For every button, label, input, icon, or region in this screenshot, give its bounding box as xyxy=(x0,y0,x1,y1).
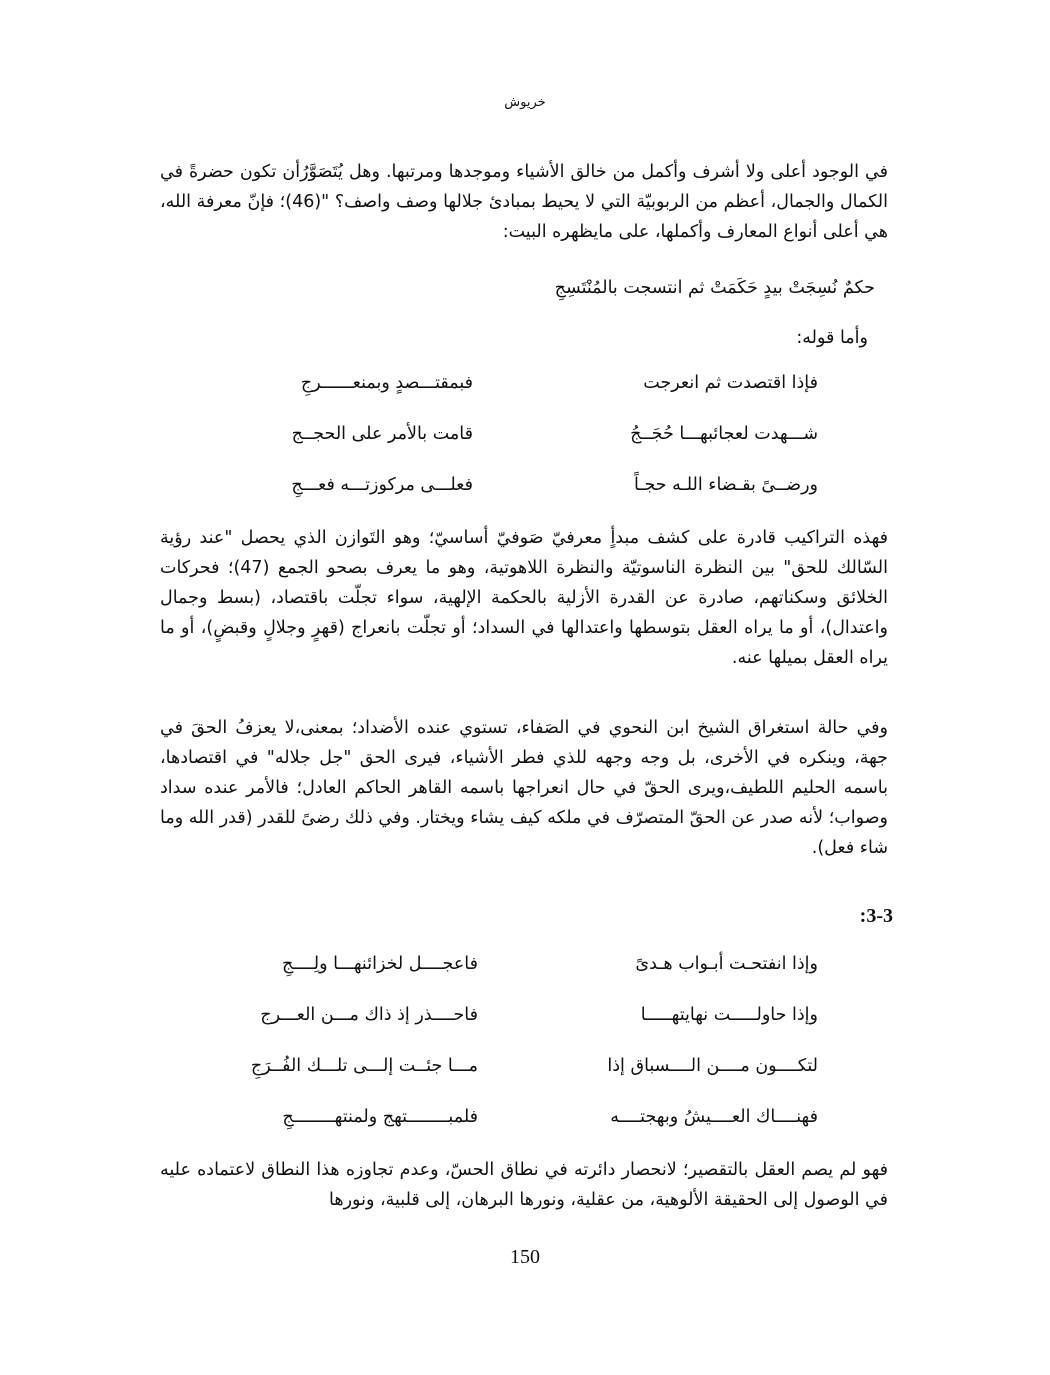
verse-line xyxy=(218,475,818,505)
section-number: :3-3 xyxy=(859,905,893,927)
verse-line xyxy=(218,424,818,454)
verse-first-hemistich: شـــهدت لعجائبهـــا حُجَــجُ xyxy=(630,424,818,444)
paragraph-3: فهذه التراكيب قادرة على كشف مبدأٍ معرفيّ صَوفيّ أساسيّ؛ وهو التَوازن الذي يحصل "عند رؤية السّالك للحق" بين النظرة الناسوتيّة والنظرة اللاهوتية، وهو ما يعرف بصحو الجمع (47)؛ فحركات الخلائق وسكناتهم، صادرة عن القدرة الأزلية بالحكمة الإلهية، سواء تجلّت باقتصاد، (بسط وجمال واعتدال)، أو ما يراه العقل بتوسطها واعتدالها في السداد؛ أو تجلّت بانعراج (قهرٍ وجلالٍ وقبضٍ)، أو ما يراه العقل بميلها عنه. xyxy=(160,528,888,668)
verse-second-hemistich: فلمبــــــــتهج ولمنتهــــــــجِ xyxy=(282,1107,478,1127)
verse-second-hemistich: قامت بالأمر على الحجــج xyxy=(291,424,473,444)
verse-line xyxy=(218,954,818,984)
verse-first-hemistich: ورضــىً بقـضاء اللـه حجـاً xyxy=(634,475,818,495)
verse-intro: وأما قوله: xyxy=(796,328,868,348)
verse-first-hemistich: فإذا اقتصدت ثم انعرجت xyxy=(643,373,818,393)
verse-second-hemistich: مـــا جئــت إلـــى تلـــك الفُــرَجِ xyxy=(250,1056,478,1076)
verse-line xyxy=(218,1107,818,1137)
verse-line xyxy=(218,1056,818,1086)
page-number: 150 xyxy=(510,1246,540,1268)
verse-line xyxy=(218,373,818,403)
verse-second-hemistich: فبمقتـــصدٍ وبمنعــــــرجِ xyxy=(300,373,473,393)
paragraph-5: فهو لم يصم العقل بالتقصير؛ لانحصار دائرته في نطاق الحسّ، وعدم تجاوزه هذا النطاق لاعتماده عليه في الوصول إلى الحقيقة الألوهية، من عقلية، ونورها البرهان، إلى قلبية، ونورها xyxy=(160,1160,888,1210)
verse-first-hemistich: فهنــــاك العــــيشُ وبهجتــــه xyxy=(610,1107,818,1127)
verse-second-hemistich: فاحــــذر إذ ذاك مـــن العـــرج xyxy=(260,1005,478,1025)
paragraph-4: وفي حالة استغراق الشيخ ابن النحوي في الصَفاء، تستوي عنده الأضداد؛ بمعنى،لا يعزفُ الحقَ في جهة، وينكره في الأخرى، بل وجه وجهه للذي فطر الأشياء، فيرى الحق "جل جلاله" في اقتصادها، باسمه الحليم اللطيف،ويرى الحقّ في حال انعراجها باسمه القاهر الحاكم العادل؛ فالأمر عنده سداد وصواب؛ لأنه صدر عن الحقّ المتصرّف في ملكه كيف يشاء ويختار. وفي ذلك رضىً للقدر (قدر الله وما شاء فعل). xyxy=(160,718,888,858)
verse-first-hemistich: لتكــــون مــــن الــــسباق إذا xyxy=(607,1056,818,1076)
verse-first-hemistich: وإذا انفتحـت أبـواب هـدىً xyxy=(635,954,818,974)
verse-line xyxy=(218,1005,818,1035)
paragraph-1: في الوجود أعلى ولا أشرف وأكمل من خالق الأشياء وموجدها ومرتبها. وهل يُتَصَوَّرُأن تكون حضرةً في الكمال والجمال، أعظم من الربوبيّة التي لا يحيط بمبادئ جلالها وصف واصف؟ "(46)؛ فإنّ معرفة الله، هي أعلى أنواع المعارف وأكملها، على مايظهره البيت: xyxy=(160,162,888,242)
verse-second-hemistich: فاعجــــل لخزائنهـــا ولِــــجِ xyxy=(282,954,478,974)
verse-second-hemistich: فعلـــى مركوزتـــه فعـــجِ xyxy=(291,475,473,495)
quoted-verse: حكمٌ نُسِجَتْ بيدٍ حَكَمَتْ ثم انتسجت بالمُنْتَسِجِ xyxy=(554,278,875,298)
running-header: خريوش xyxy=(504,95,546,110)
verse-first-hemistich: وإذا حاولـــــت نهايتهـــــا xyxy=(640,1005,818,1025)
